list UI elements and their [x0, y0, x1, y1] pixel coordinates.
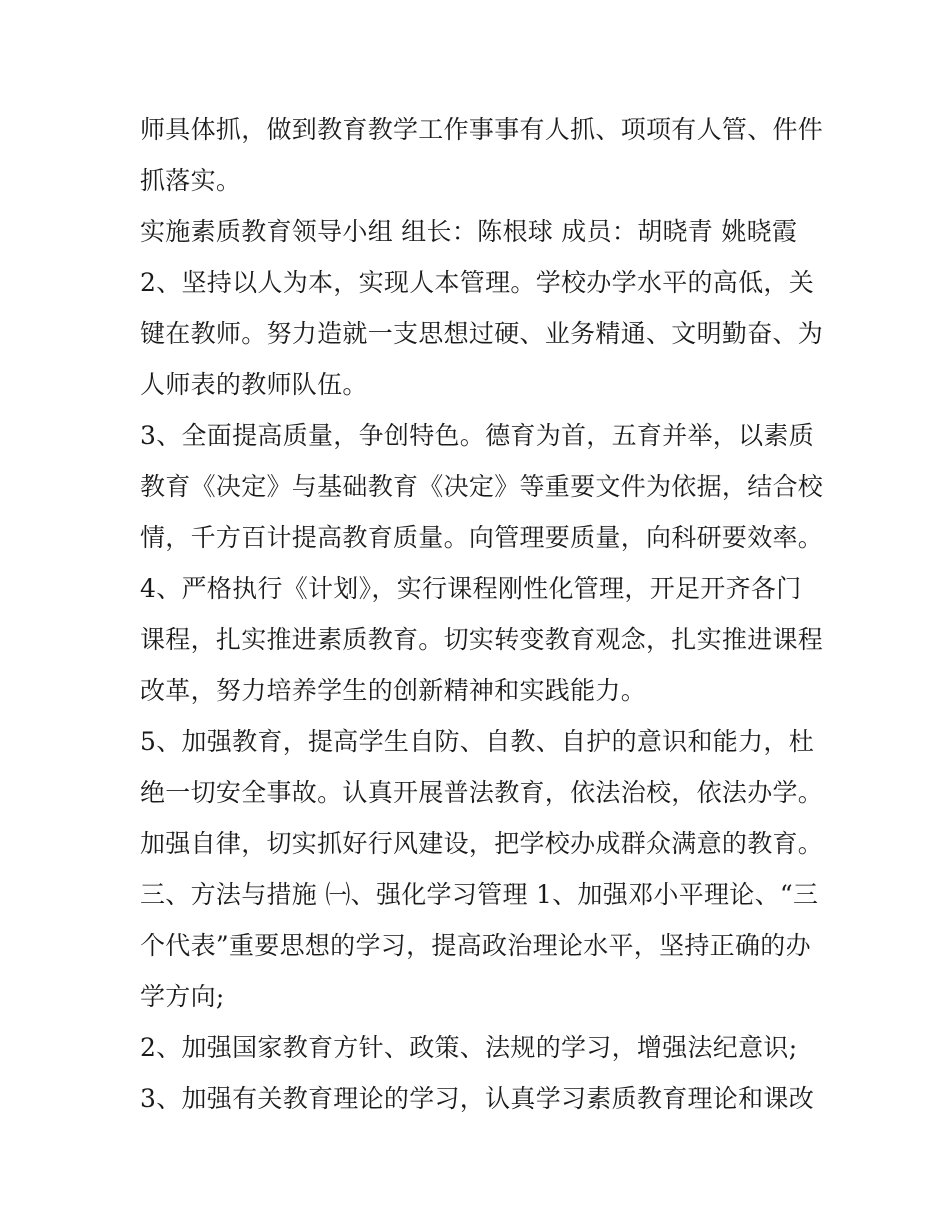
text-line: 课程，扎实推进素质教育。切实转变教育观念，扎实推进课程 — [140, 625, 824, 654]
text-line: 三、方法与措施 ㈠、强化学习管理 1、加强邓小平理论、“三 — [140, 880, 819, 909]
text-line: 5、加强教育，提高学生自防、自教、自护的意识和能力，杜 — [140, 727, 815, 756]
text-line: 2、坚持以人为本，实现人本管理。学校办学水平的高低，关 — [140, 268, 815, 297]
text-line: 改革，努力培养学生的创新精神和实践能力。 — [140, 676, 647, 705]
text-line: 个代表”重要思想的学习，提高政治理论水平，坚持正确的办 — [140, 931, 811, 960]
document-body — [140, 104, 830, 1124]
text-line: 4、严格执行《计划》，实行课程刚性化管理，开足开齐各门 — [140, 574, 802, 603]
text-line: 键在教师。努力造就一支思想过硬、业务精通、文明勤奋、为 — [140, 319, 824, 348]
text-line: 人师表的教师队伍。 — [140, 370, 368, 399]
text-line: 师具体抓，做到教育教学工作事事有人抓、项项有人管、件件 — [140, 115, 824, 144]
text-line: 3、全面提高质量，争创特色。德育为首，五育并举，以素质 — [140, 421, 815, 450]
text-line: 绝一切安全事故。认真开展普法教育，依法治校，依法办学。 — [140, 778, 824, 807]
text-line: 情，千方百计提高教育质量。向管理要质量，向科研要效率。 — [140, 523, 824, 552]
text-line: 加强自律，切实抓好行风建设，把学校办成群众满意的教育。 — [140, 829, 824, 858]
text-line: 3、加强有关教育理论的学习，认真学习素质教育理论和课改 — [140, 1084, 815, 1113]
text-line: 抓落实。 — [140, 166, 242, 195]
text-line: 2、加强国家教育方针、政策、法规的学习，增强法纪意识; — [140, 1033, 798, 1062]
text-line: 实施素质教育领导小组 组长：陈根球 成员：胡晓青 姚晓霞 — [140, 217, 798, 246]
text-line: 学方向; — [140, 982, 225, 1011]
text-line: 教育《决定》与基础教育《决定》等重要文件为依据，结合校 — [140, 472, 824, 501]
